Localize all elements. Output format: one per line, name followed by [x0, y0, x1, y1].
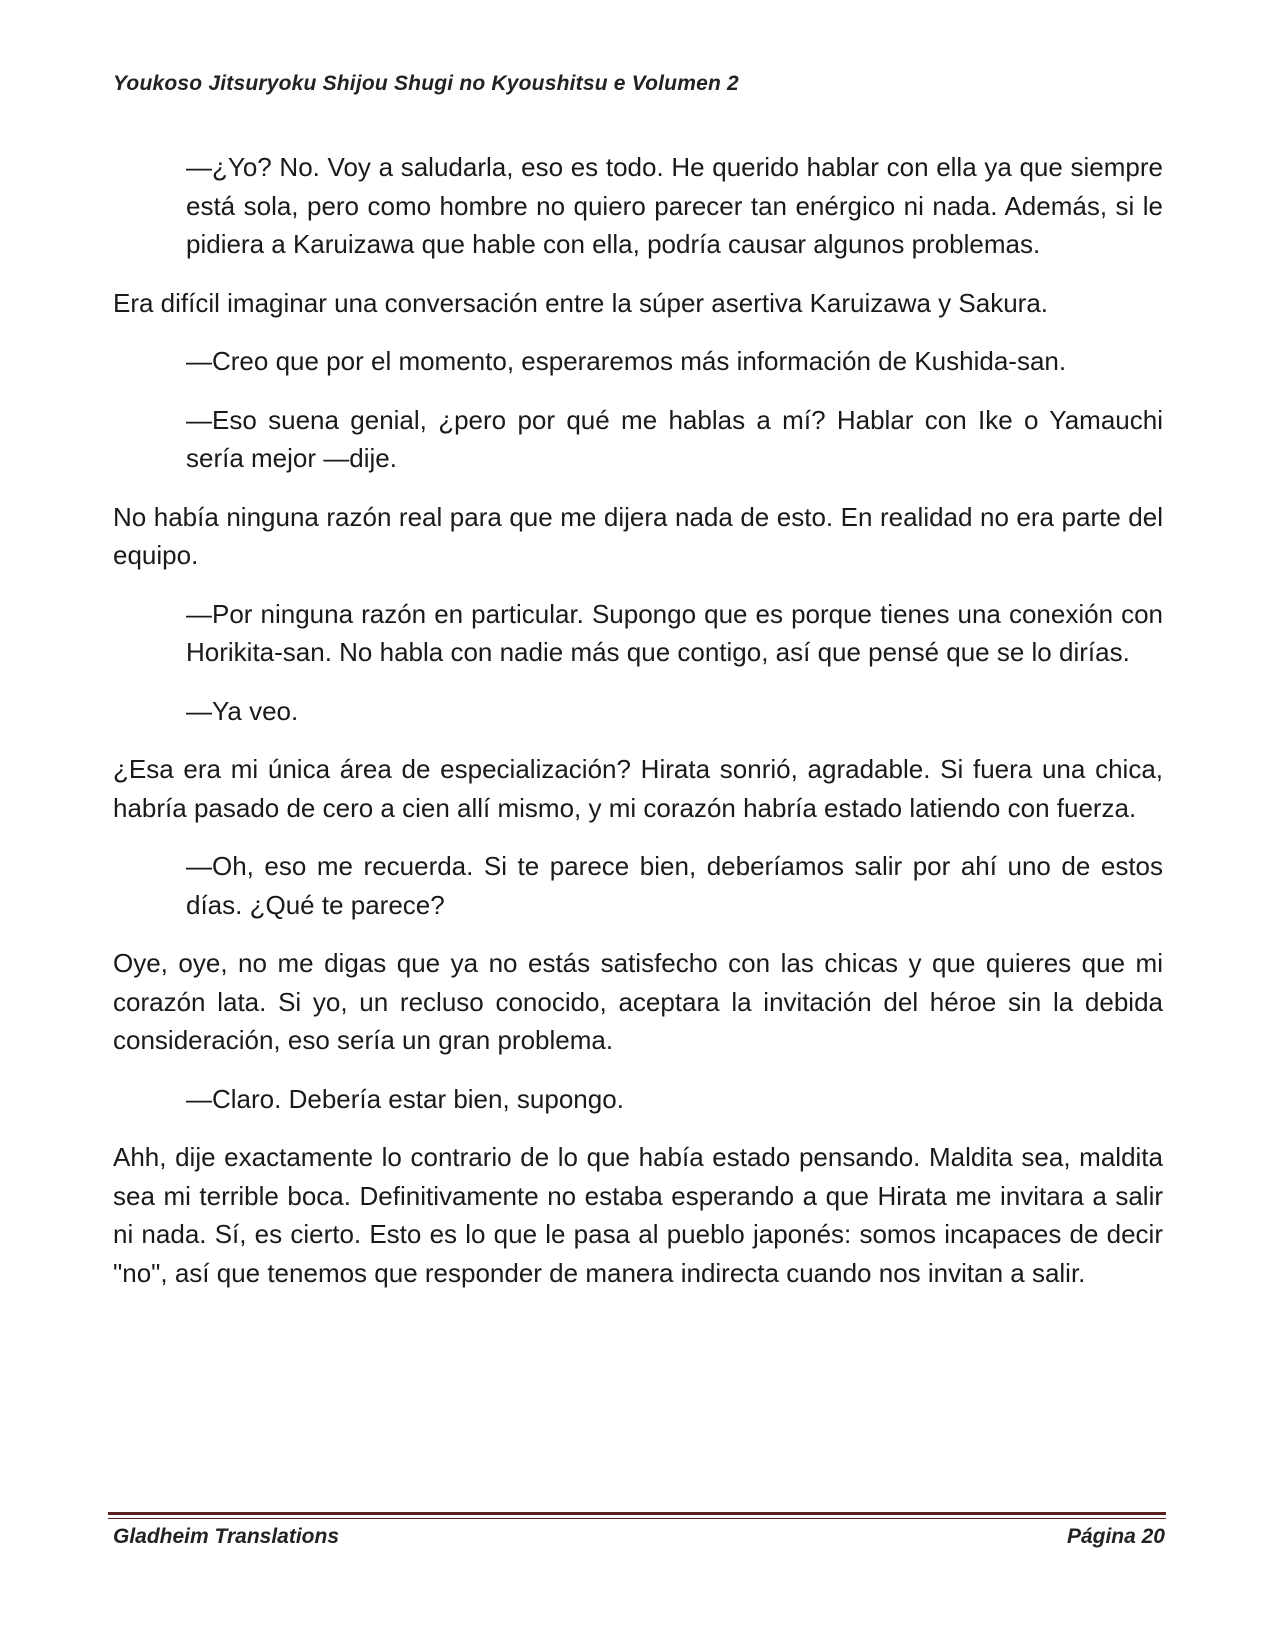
dialog-paragraph: —Ya veo. [186, 695, 299, 726]
narration-paragraph: Ahh, dije exactamente lo contrario de lo que había estado pensando. Maldita sea, maldita sea mi terrible boca. Definitivamente no estaba esperando a que Hirata me invitara a salir ni nada. Sí, es cierto. Esto es lo que le pasa al pueblo japonés: somos incapaces de decir "no", así que tenemos que responder de manera indirecta cuando nos invitan a salir. [113, 1142, 1163, 1288]
page-number: Página 20 [1066, 1525, 1165, 1548]
dialog-paragraph: —Por ninguna razón en particular. Supongo que es porque tienes una conexión con Horikita-san. No habla con nadie más que contigo, así que pensé que se lo dirías. [186, 598, 1163, 667]
dialog-paragraph: —Claro. Debería estar bien, supongo. [186, 1083, 624, 1114]
dialog-paragraph: —¿Yo? No. Voy a saludarla, eso es todo. He querido hablar con ella ya que siempre está sola, pero como hombre no quiero parecer tan enérgico ni nada. Además, si le pidiera a Karuizawa que hable con ella, podría causar algunos problemas. [186, 152, 1163, 259]
dialog-paragraph: —Oh, eso me recuerda. Si te parece bien, deberíamos salir por ahí uno de estos días. ¿Qué te parece? [186, 851, 1163, 920]
body-text [113, 148, 1163, 1312]
footer-translator-credit: Gladheim Translations [113, 1525, 340, 1548]
narration-paragraph: Oye, oye, no me digas que ya no estás satisfecho con las chicas y que quieres que mi corazón lata. Si yo, un recluso conocido, aceptara la invitación del héroe sin la debida consideración, eso sería un gran problema. [113, 948, 1163, 1055]
dialog-paragraph: —Eso suena genial, ¿pero por qué me hablas a mí? Hablar con Ike o Yamauchi sería mejor —dije. [186, 404, 1163, 473]
running-header-title: Youkoso Jitsuryoku Shijou Shugi no Kyoushitsu e Volumen 2 [113, 72, 739, 95]
narration-paragraph: ¿Esa era mi única área de especialización? Hirata sonrió, agradable. Si fuera una chica, habría pasado de cero a cien allí mismo, y mi corazón habría estado latiendo con fuerza. [113, 754, 1163, 823]
footer-divider [108, 1512, 1166, 1519]
narration-paragraph: Era difícil imaginar una conversación entre la súper asertiva Karuizawa y Sakura. [113, 287, 1049, 318]
narration-paragraph: No había ninguna razón real para que me dijera nada de esto. En realidad no era parte del equipo. [113, 501, 1163, 570]
dialog-paragraph: —Creo que por el momento, esperaremos más información de Kushida-san. [186, 346, 1067, 376]
